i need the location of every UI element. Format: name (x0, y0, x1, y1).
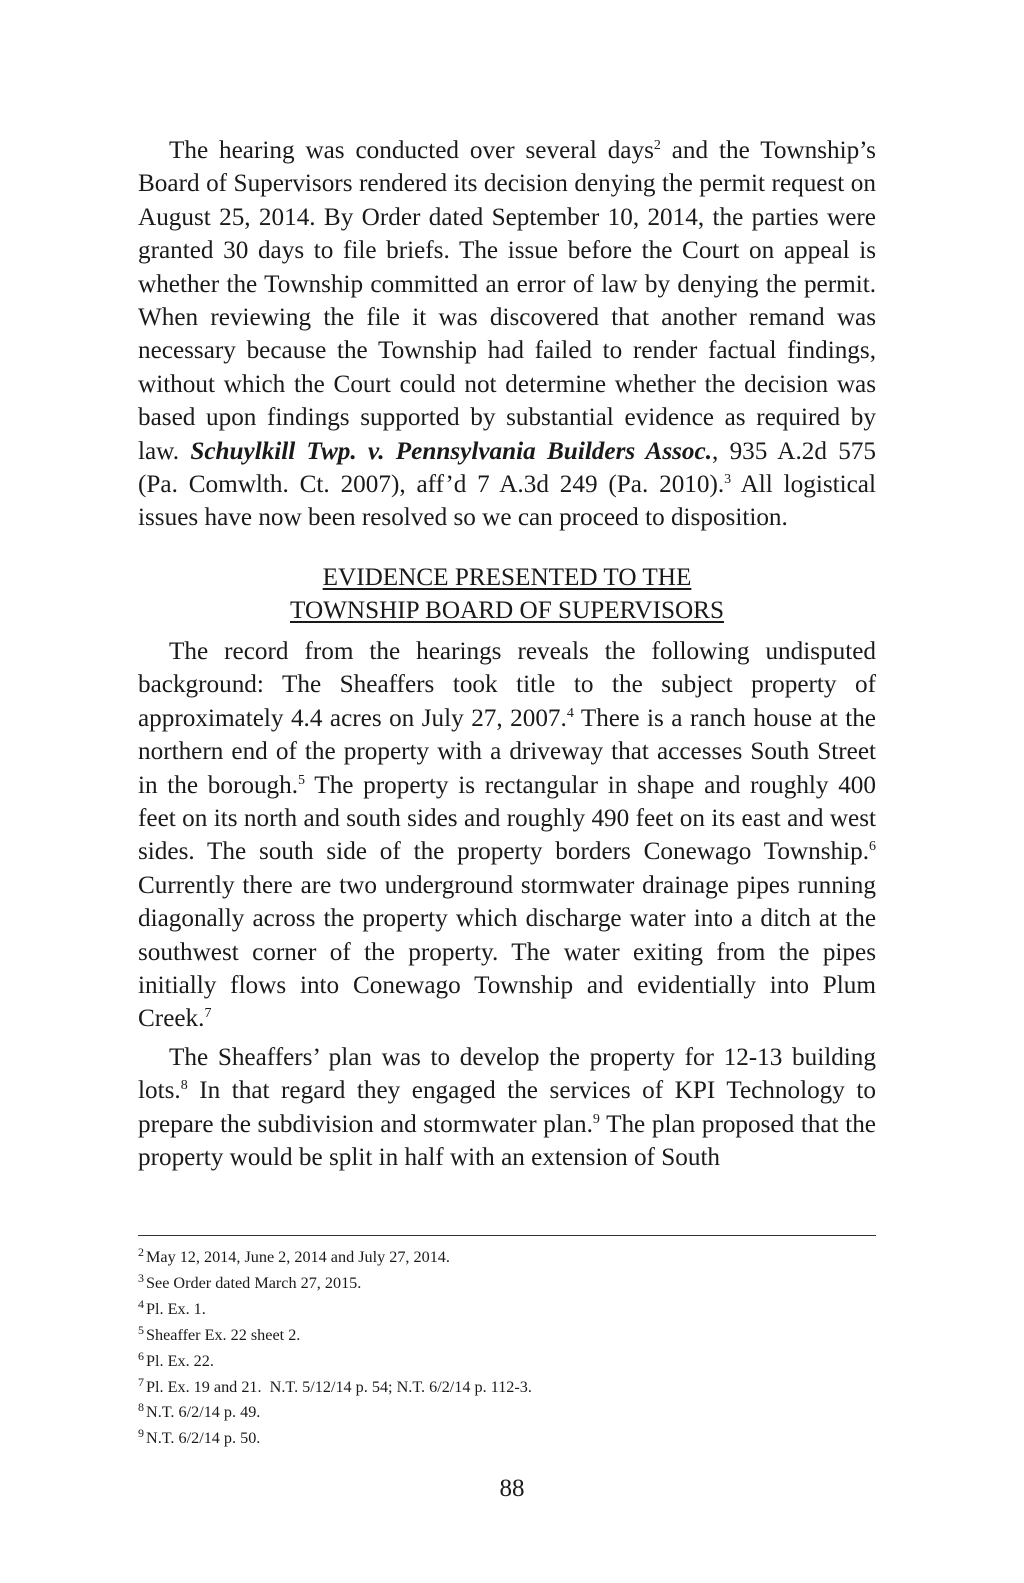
paragraph-text: The Sheaffers’ plan was to develop the property for 12-13 building lots. (138, 1043, 876, 1105)
section-heading-line-1: EVIDENCE PRESENTED TO THE (322, 563, 692, 591)
footnote-ref: 9 (592, 1111, 600, 1127)
footnote-number: 5 (138, 1322, 144, 1337)
paragraph-text: , 935 A.2d 575 (Pa. Comwlth. Ct. 2007), aff’d 7 A.3d 249 (Pa. 2010). (138, 437, 876, 499)
footnote-ref: 8 (180, 1078, 188, 1094)
paragraph-text: In that regard they engaged the services of KPI Technology to prepare the subdivision and stormwater plan. (138, 1077, 876, 1138)
paragraph-text: The plan proposed that the property would be split in half with an extension of South (138, 1110, 876, 1171)
footnote-text: May 12, 2014, June 2, 2014 and July 27, 2014. (146, 1248, 450, 1266)
paragraph-text: The record from the hearings reveals the following undisputed background: The Sheaffers took title to the subject property of approximately 4.4 acres on July 27, 2007. (138, 637, 876, 732)
footnote-number: 7 (138, 1374, 144, 1389)
footnote (138, 1271, 876, 1297)
footnote-text: Pl. Ex. 19 and 21. N.T. 5/12/14 p. 54; N.T. 6/2/14 p. 112-3. (146, 1377, 532, 1396)
footnote-text: Pl. Ex. 22. (146, 1351, 214, 1370)
footnotes-section (138, 1235, 876, 1452)
footnote (138, 1426, 876, 1452)
footnote-text: N.T. 6/2/14 p. 50. (146, 1429, 261, 1448)
section-heading-line-2: TOWNSHIP BOARD OF SUPERVISORS (290, 596, 724, 624)
page-number: 88 (499, 1475, 525, 1502)
footnote-ref: 6 (869, 839, 876, 855)
paragraph-text: The hearing was conducted over several days (169, 137, 654, 164)
footnote-text: See Order dated March 27, 2015. (146, 1273, 362, 1292)
footnote-ref: 5 (298, 772, 306, 788)
footnote-text: Sheaffer Ex. 22 sheet 2. (146, 1325, 301, 1344)
footnote-number: 6 (138, 1348, 144, 1363)
footnote-number: 3 (138, 1270, 144, 1285)
paragraph-plan (138, 1041, 876, 1175)
paragraph-text: and the Township’s Board of Supervisors rendered its decision denying the permit request on August 25, 2014. By Order dated September 10, 2014, the parties were granted 30 days to file briefs. The issue before the Court on appeal is whether the Township committed an error of law by denying the permit. When reviewing the file it was discovered that another remand was necessary because the Township had failed to render factual findings, without which the Court could not determine whether the decision was based upon findings supported by substantial evidence as required by law. (138, 137, 876, 465)
paragraph-hearing (138, 134, 876, 535)
footnote-text: Pl. Ex. 1. (146, 1299, 206, 1318)
footnote-number: 2 (138, 1245, 144, 1259)
footnote-ref: 2 (653, 138, 661, 153)
footnote (138, 1349, 876, 1375)
footnote (138, 1245, 876, 1271)
footnote-ref: 4 (566, 705, 574, 721)
footnote (138, 1323, 876, 1349)
paragraph-text: Currently there are two underground stormwater drainage pipes running diagonally across the property which discharge water into a ditch at the southwest corner of the property. The water exiting from the pipes initially flows into Conewago Township and evidentially into Plum Creek. (138, 871, 876, 1033)
paragraph-background (138, 635, 876, 1036)
footnote-ref: 7 (204, 1006, 212, 1022)
section-heading (138, 561, 876, 627)
case-citation: Schuylkill Twp. v. Pennsylvania Builders Assoc. (190, 437, 713, 465)
footnote (138, 1375, 876, 1401)
footnote-number: 8 (138, 1400, 144, 1415)
footnote (138, 1400, 876, 1426)
footnote-ref: 3 (724, 472, 732, 488)
footnote (138, 1297, 876, 1323)
page-body (138, 134, 876, 1174)
paragraph-text: The property is rectangular in shape and roughly 400 feet on its north and south sides and roughly 490 feet on its east and west sides. The south side of the property borders Conewago Township. (138, 771, 876, 866)
paragraph-text: All logistical issues have now been resolved so we can proceed to disposition. (138, 471, 876, 532)
paragraph-text: There is a ranch house at the northern end of the property with a driveway that accesses South Street in the borough. (138, 704, 876, 799)
footnote-text: N.T. 6/2/14 p. 49. (146, 1403, 261, 1422)
footnote-number: 4 (138, 1296, 144, 1311)
footnote-number: 9 (138, 1426, 144, 1441)
